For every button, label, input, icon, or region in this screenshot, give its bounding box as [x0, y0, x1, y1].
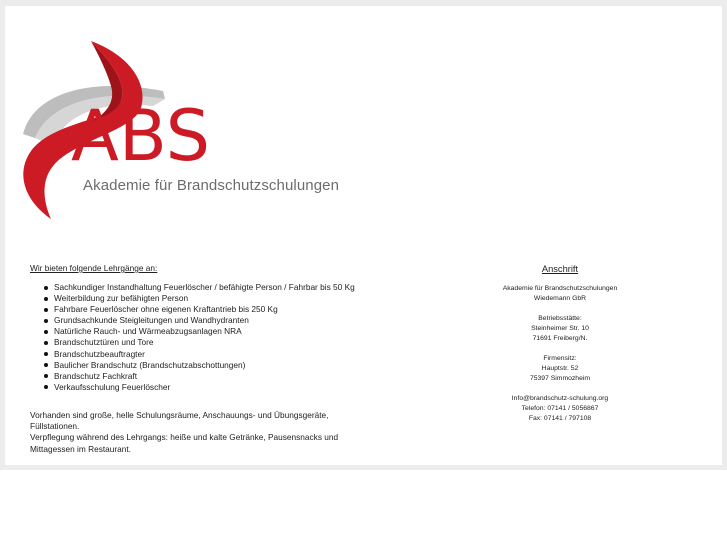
facilities-line: Füllstationen. — [30, 421, 80, 432]
catering-line: Verpflegung während des Lehrgangs: heiße und kalte Getränke, Pausensnacks und — [30, 432, 339, 443]
course-item: Weiterbildung zur befähigten Person — [30, 293, 355, 304]
facilities-info — [30, 410, 360, 455]
course-item: Fahrbare Feuerlöscher ohne eigenen Kraftantrieb bis 250 Kg — [30, 304, 355, 315]
fax-number: Fax: 07141 / 797108 — [528, 415, 592, 422]
site-street: Steinheimer Str. 10 — [531, 325, 589, 332]
facilities-line: Vorhanden sind große, helle Schulungsräume, Anschauungs- und Übungsgeräte, — [30, 410, 329, 420]
course-list — [30, 282, 355, 393]
phone-number: Telefon: 07141 / 5056867 — [521, 405, 599, 412]
course-item: Brandschutz Fachkraft — [30, 371, 355, 382]
content-panel — [5, 6, 722, 465]
site-city: 71691 Freiberg/N. — [532, 335, 588, 342]
course-item: Natürliche Rauch- und Wärmeabzugsanlagen NRA — [30, 326, 355, 337]
site-label: Betriebsstätte: — [538, 315, 582, 322]
course-item: Brandschutztüren und Tore — [30, 337, 355, 348]
catering-line: Mittagessen im Restaurant. — [30, 443, 131, 454]
offers-heading: Wir bieten folgende Lehrgänge an: — [30, 263, 158, 273]
course-item: Brandschutzbeauftragter — [30, 349, 355, 360]
seat-street: Hauptstr. 52 — [541, 365, 579, 372]
email-link[interactable]: Info@brandschutz-schulung.org — [511, 395, 609, 402]
seat-label: Firmensitz: — [543, 355, 577, 362]
abs-logo — [13, 36, 353, 226]
company-name: Akademie für Brandschutzschulungen — [502, 285, 618, 292]
course-item: Sachkundiger Instandhaltung Feuerlöscher / befähigte Person / Fahrbar bis 50 Kg — [30, 282, 355, 293]
logo-tagline: Akademie für Brandschutzschulungen — [83, 177, 340, 194]
course-item: Grundsachkunde Steigleitungen und Wandhydranten — [30, 315, 355, 326]
course-item: Baulicher Brandschutz (Brandschutzabschottungen) — [30, 360, 355, 371]
logo-swoosh-graphic — [13, 36, 353, 226]
course-item: Verkaufsschulung Feuerlöscher — [30, 382, 355, 393]
seat-city: 75397 Simmozheim — [529, 375, 591, 382]
address-heading: Anschrift — [541, 264, 579, 274]
address-block — [475, 264, 645, 424]
company-owner: Wiedemann GbR — [533, 295, 587, 302]
logo-letters: ABS — [71, 95, 211, 177]
